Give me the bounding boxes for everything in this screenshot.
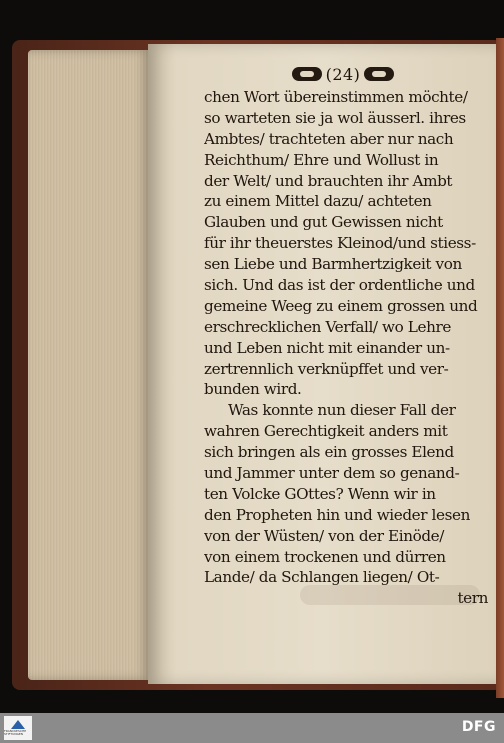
text-line: sen Liebe und Barmhertzigkeit von xyxy=(204,255,462,274)
institution-logo xyxy=(4,716,32,740)
ornament-right-icon xyxy=(364,67,394,81)
text-line: Reichthum/ Ehre und Wollust in xyxy=(204,150,439,169)
text-line: Lande/ da Schlangen liegen/ Ot- xyxy=(204,568,440,587)
page-text xyxy=(204,87,488,609)
text-line: zertrennlich verknüpffet und ver- xyxy=(204,359,449,378)
text-line: von einem trockenen und dürren xyxy=(204,547,446,566)
text-line: Ambtes/ trachteten aber nur nach xyxy=(204,129,454,148)
viewer-footer-bar xyxy=(0,713,504,743)
page-header xyxy=(288,62,398,86)
text-line: Glauben und gut Gewissen nicht xyxy=(204,213,443,232)
cover-edge-right xyxy=(496,38,504,698)
dfg-brand: DFG xyxy=(461,719,496,735)
text-line: erschrecklichen Verfall/ wo Lehre xyxy=(204,317,451,336)
text-line: für ihr theuerstes Kleinod/und stiess- xyxy=(204,234,476,253)
catchword: tern xyxy=(457,589,488,608)
text-line: ten Volcke GOttes? Wenn wir in xyxy=(204,484,436,503)
page-stack-edge xyxy=(28,50,150,680)
text-line: den Propheten hin und wieder lesen xyxy=(204,505,470,524)
text-line: von der Wüsten/ von der Einöde/ xyxy=(204,526,444,545)
text-line: sich bringen als ein grosses Elend xyxy=(204,443,454,462)
ornament-left-icon xyxy=(292,67,322,81)
text-line: wahren Gerechtigkeit anders mit xyxy=(204,422,448,441)
page-number: (24) xyxy=(325,64,361,84)
text-line: und Leben nicht mit einander un- xyxy=(204,338,450,357)
text-line: chen Wort übereinstimmen möchte/ xyxy=(204,88,468,106)
text-line: und Jammer unter dem so genand- xyxy=(204,464,460,483)
text-line: sich. Und das ist der ordentliche und xyxy=(204,276,475,295)
logo-text: FRANCKESCHE STIFTUNGEN xyxy=(4,729,27,736)
logo-mark-icon xyxy=(11,720,25,729)
text-line-paragraph-start: Was konnte nun dieser Fall der xyxy=(228,401,456,420)
text-line: der Welt/ und brauchten ihr Ambt xyxy=(204,171,453,190)
text-line: gemeine Weeg zu einem grossen und xyxy=(204,296,478,315)
text-line: zu einem Mittel dazu/ achteten xyxy=(204,192,432,211)
text-line: so warteten sie ja wol äusserl. ihres xyxy=(204,108,466,127)
text-line: bunden wird. xyxy=(204,380,302,399)
